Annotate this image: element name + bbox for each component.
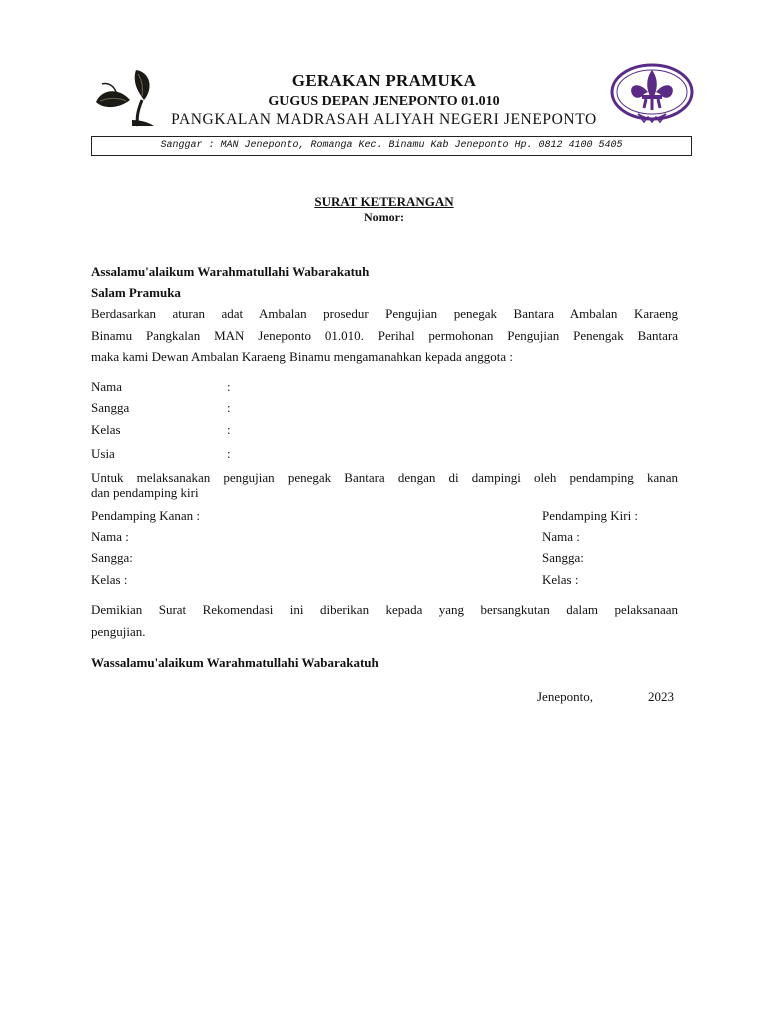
companion-right-name: Nama : — [91, 529, 129, 544]
companion-right-heading: Pendamping Kanan : — [91, 508, 201, 523]
salam-pramuka: Salam Pramuka — [91, 285, 181, 300]
organization-title: GERAKAN PRAMUKA — [291, 71, 477, 90]
field-separator: : — [227, 446, 231, 461]
greeting: Assalamu'alaikum Warahmatullahi Wabarakatuh — [91, 264, 370, 279]
field-label-nama: Nama — [91, 379, 123, 394]
troop-subtitle: GUGUS DEPAN JENEPONTO 01.010 — [268, 94, 500, 109]
companion-left-kelas: Kelas : — [542, 572, 579, 587]
document-title: SURAT KETERANGAN — [314, 194, 454, 209]
address-text: Sanggar : MAN Jeneponto, Romanga Kec. Binamu Kab Jeneponto Hp. 0812 4100 5405 — [160, 140, 623, 151]
field-label-kelas: Kelas — [91, 422, 121, 437]
companion-left-sangga: Sangga: — [542, 550, 584, 565]
farewell: Wassalamu'alaikum Warahmatullahi Wabarakatuh — [91, 655, 379, 670]
field-separator: : — [227, 400, 231, 415]
closing-line: pengujian. — [91, 624, 146, 639]
intro-line: Berdasarkan aturan adat Ambalan prosedur Pengujian penegak Bantara Ambalan Karaeng — [91, 306, 678, 321]
companion-right-kelas: Kelas : — [91, 572, 128, 587]
purpose-line: Untuk melaksanakan pengujian penegak Bantara dengan di dampingi oleh pendamping kanan — [91, 470, 678, 485]
companion-left-heading: Pendamping Kiri : — [542, 508, 639, 523]
address-box — [91, 136, 692, 156]
document-number: Nomor: — [364, 210, 404, 224]
place-label: Jeneponto, — [537, 689, 593, 704]
purpose-line: dan pendamping kiri — [91, 485, 199, 500]
year-label: 2023 — [648, 689, 674, 704]
field-separator: : — [227, 379, 231, 394]
closing-line: Demikian Surat Rekomendasi ini diberikan kepada yang bersangkutan dalam pelaksanaan — [91, 602, 678, 617]
companion-left-name: Nama : — [542, 529, 580, 544]
base-name: PANGKALAN MADRASAH ALIYAH NEGERI JENEPONTO — [171, 111, 597, 128]
field-label-sangga: Sangga — [91, 400, 130, 415]
field-separator: : — [227, 422, 231, 437]
intro-line: maka kami Dewan Ambalan Karaeng Binamu mengamanahkan kepada anggota : — [91, 349, 513, 364]
intro-line: Binamu Pangkalan MAN Jeneponto 01.010. Perihal permohonan Pengujian Penengak Bantara — [91, 328, 678, 343]
companion-right-sangga: Sangga: — [91, 550, 133, 565]
field-label-usia: Usia — [91, 446, 115, 461]
